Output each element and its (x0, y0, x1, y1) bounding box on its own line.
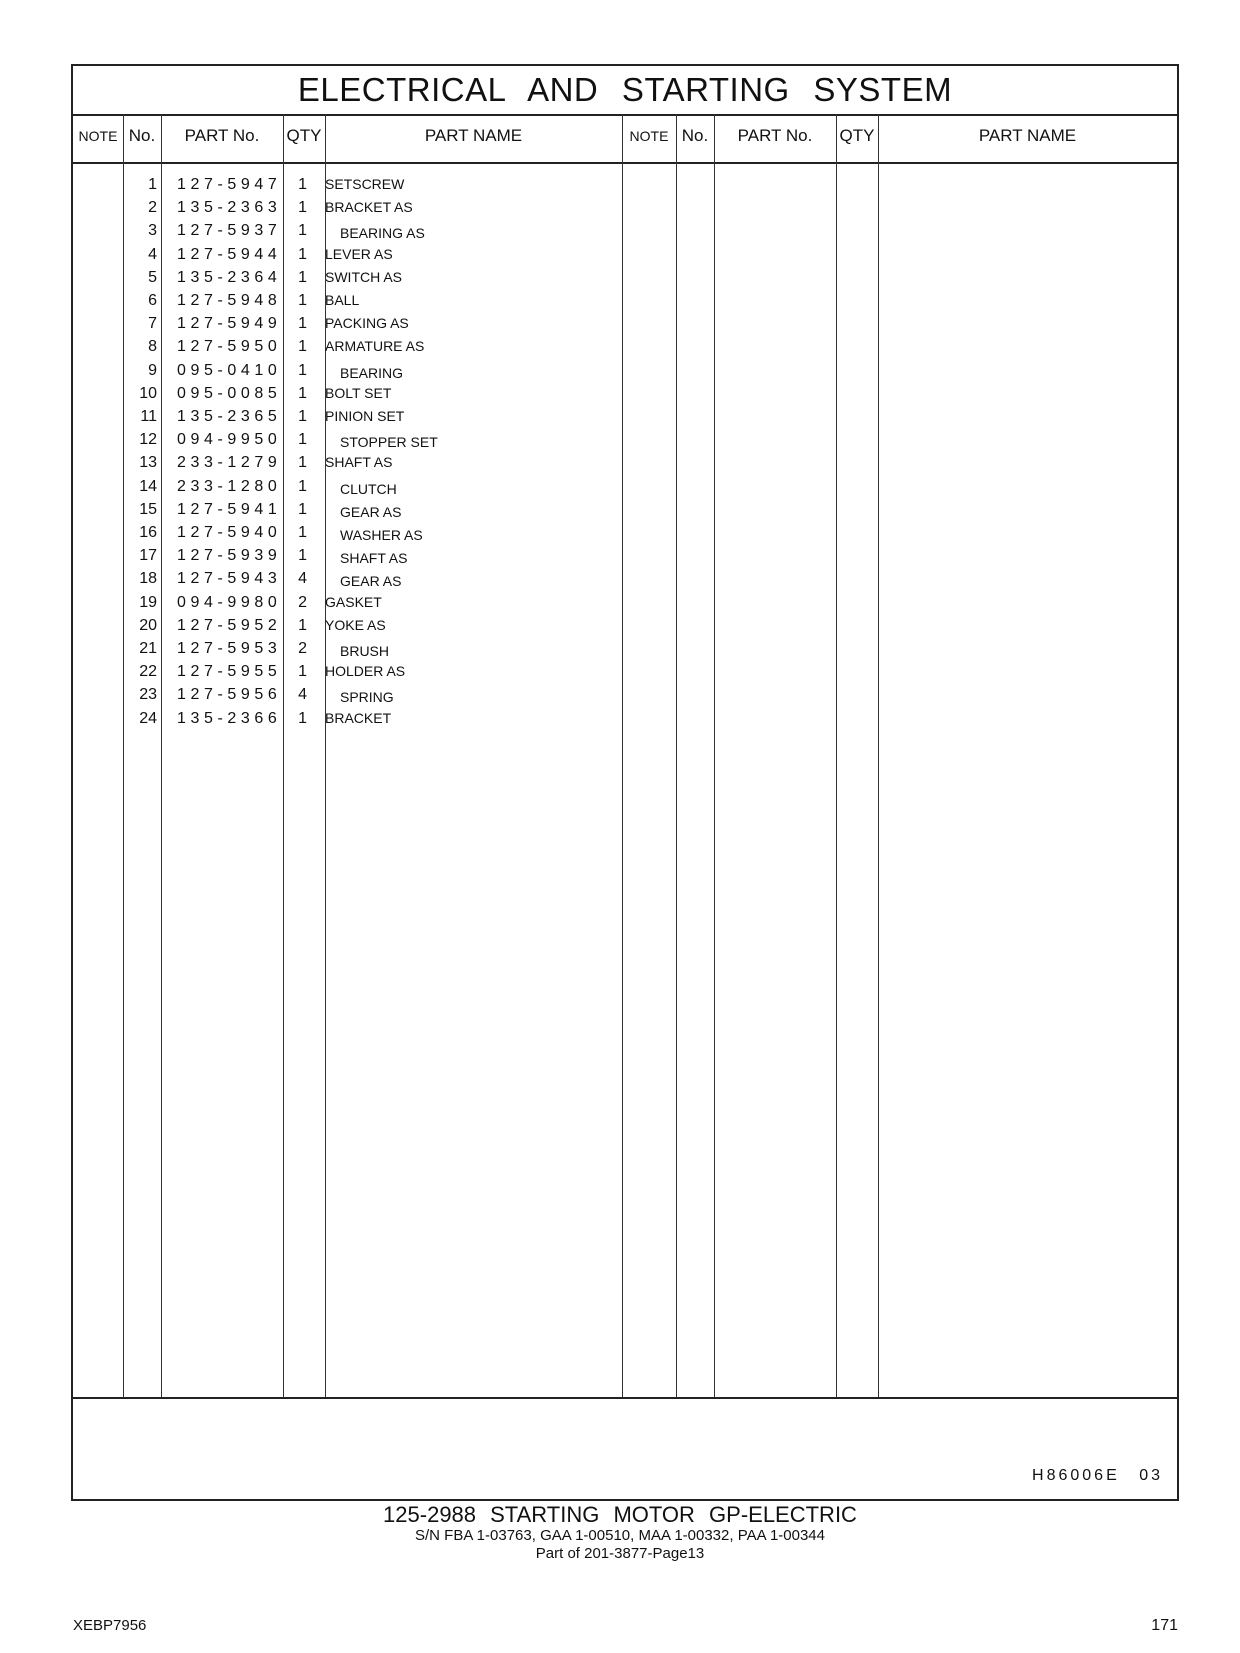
table-row (73, 640, 1177, 663)
item-number: 16 (139, 524, 157, 541)
part-name: GEAR AS (340, 503, 402, 520)
part-name: HOLDER AS (325, 663, 406, 680)
part-name: SWITCH AS (325, 268, 403, 285)
part-name: BRACKET AS (325, 199, 413, 216)
part-number: 127-5940 (177, 524, 282, 541)
table-row (73, 408, 1177, 431)
table-row (73, 385, 1177, 408)
item-number: 15 (139, 500, 157, 518)
part-number: 135-2363 (177, 199, 282, 217)
quantity: 1 (298, 176, 307, 193)
page-title: ELECTRICAL AND STARTING SYSTEM (73, 66, 1177, 116)
table-row (73, 454, 1177, 477)
header-part-name-right: PART NAME (978, 126, 1077, 145)
table-row (73, 617, 1177, 640)
table-row (73, 501, 1177, 524)
quantity: 4 (298, 686, 307, 704)
part-name: GASKET (325, 593, 382, 610)
header-qty-right: QTY (839, 126, 875, 145)
part-number: 127-5952 (177, 616, 282, 634)
quantity: 2 (298, 640, 307, 657)
part-name: PINION SET (325, 408, 405, 424)
item-number: 18 (139, 570, 157, 588)
table-row (73, 222, 1177, 245)
part-number: 094-9950 (177, 431, 282, 449)
header-part-no-left: PART No. (184, 126, 260, 145)
table-row (73, 246, 1177, 269)
table-row (73, 594, 1177, 617)
part-name: BRUSH (340, 643, 390, 659)
quantity: 1 (298, 268, 307, 286)
table-row (73, 315, 1177, 338)
quantity: 1 (298, 477, 307, 495)
item-number: 9 (148, 361, 157, 379)
part-name: ARMATURE AS (325, 338, 425, 355)
table-row (73, 338, 1177, 361)
part-number: 094-9980 (177, 593, 282, 611)
part-number: 127-5939 (177, 547, 282, 565)
quantity: 1 (298, 663, 307, 681)
table-footer-divider (73, 1397, 1177, 1399)
table-row (73, 710, 1177, 733)
quantity: 1 (298, 361, 307, 379)
quantity: 1 (298, 408, 307, 425)
quantity: 1 (298, 338, 307, 356)
table-row (73, 524, 1177, 547)
quantity: 1 (298, 454, 307, 472)
part-name: BALL (325, 292, 360, 308)
item-number: 22 (139, 663, 157, 681)
page-caption (0, 1503, 1240, 1563)
part-number: 127-5937 (177, 222, 282, 240)
table-row (73, 570, 1177, 593)
part-name: SETSCREW (325, 176, 405, 192)
illustration-reference-code: H86006E 03 (1032, 1467, 1163, 1484)
item-number: 12 (139, 431, 157, 449)
item-number: 7 (148, 315, 157, 333)
item-number: 11 (140, 408, 157, 425)
item-number: 23 (139, 686, 157, 704)
quantity: 1 (298, 500, 307, 518)
part-number: 127-5950 (177, 338, 282, 356)
part-name: BEARING AS (340, 225, 425, 242)
part-number: 127-5955 (177, 663, 282, 681)
document-id: XEBP7956 (73, 1617, 147, 1634)
item-number: 5 (148, 268, 157, 286)
item-number: 13 (139, 454, 157, 472)
part-number: 233-1279 (177, 454, 282, 472)
item-number: 8 (148, 338, 157, 356)
table-row (73, 663, 1177, 686)
quantity: 4 (298, 570, 307, 588)
part-number: 127-5944 (177, 245, 282, 263)
caption-serial-numbers: S/N FBA 1-03763, GAA 1-00510, MAA 1-00332, PAA 1-00344 (415, 1527, 825, 1544)
part-number: 127-5947 (177, 176, 282, 193)
quantity: 1 (298, 547, 307, 565)
part-number: 127-5949 (177, 315, 282, 333)
part-number: 127-5953 (177, 640, 282, 657)
quantity: 1 (298, 199, 307, 217)
part-name: SHAFT AS (325, 454, 393, 471)
header-part-name-left: PART NAME (424, 126, 523, 145)
part-name: SHAFT AS (340, 550, 408, 567)
part-number: 135-2366 (177, 709, 282, 727)
part-number: 135-2365 (177, 408, 282, 425)
header-qty-left: QTY (286, 126, 322, 145)
parts-table-frame (71, 64, 1179, 1501)
table-header-row (73, 114, 1177, 164)
table-row (73, 362, 1177, 385)
part-number: 095-0410 (177, 361, 282, 379)
item-number: 6 (148, 292, 157, 309)
item-number: 10 (139, 384, 157, 402)
part-name: LEVER AS (325, 245, 393, 262)
quantity: 1 (298, 431, 307, 449)
table-row (73, 547, 1177, 570)
header-no-right: No. (681, 126, 709, 145)
header-part-no-right: PART No. (737, 126, 813, 145)
part-name: YOKE AS (325, 616, 386, 633)
part-name: STOPPER SET (340, 434, 438, 451)
caption-title: 125-2988 STARTING MOTOR GP-ELECTRIC (383, 1502, 857, 1527)
table-row (73, 269, 1177, 292)
caption-part-of: Part of 201-3877-Page13 (535, 1545, 705, 1562)
part-number: 127-5948 (177, 292, 282, 309)
quantity: 1 (298, 524, 307, 541)
part-name: PACKING AS (325, 315, 409, 332)
item-number: 21 (139, 640, 157, 657)
quantity: 1 (298, 292, 307, 309)
part-number: 127-5941 (177, 500, 282, 518)
item-number: 19 (139, 593, 157, 611)
item-number: 20 (139, 616, 157, 634)
page-number: 171 (1151, 1617, 1178, 1634)
part-name: CLUTCH (340, 480, 397, 497)
header-no-left: No. (128, 126, 156, 145)
item-number: 1 (148, 176, 157, 193)
table-row (73, 478, 1177, 501)
part-number: 095-0085 (177, 384, 282, 402)
quantity: 1 (298, 616, 307, 634)
part-name: BRACKET (325, 709, 392, 726)
item-number: 4 (148, 245, 157, 263)
table-row (73, 199, 1177, 222)
table-row (73, 176, 1177, 199)
table-row (73, 431, 1177, 454)
item-number: 14 (139, 477, 157, 495)
part-name: BOLT SET (325, 384, 392, 401)
quantity: 1 (298, 222, 307, 240)
part-number: 135-2364 (177, 268, 282, 286)
table-row (73, 292, 1177, 315)
item-number: 24 (139, 709, 157, 727)
item-number: 2 (148, 199, 157, 217)
part-name: SPRING (340, 689, 394, 706)
part-number: 127-5956 (177, 686, 282, 704)
quantity: 1 (298, 384, 307, 402)
table-row (73, 686, 1177, 709)
quantity: 2 (298, 593, 307, 611)
quantity: 1 (298, 315, 307, 333)
part-number: 233-1280 (177, 477, 282, 495)
part-name: GEAR AS (340, 573, 402, 590)
quantity: 1 (298, 709, 307, 727)
item-number: 3 (148, 222, 157, 240)
header-note-left: NOTE (78, 128, 118, 144)
part-name: BEARING (340, 364, 404, 381)
header-note-right: NOTE (629, 128, 669, 144)
quantity: 1 (298, 245, 307, 263)
part-name: WASHER AS (340, 527, 423, 543)
item-number: 17 (139, 547, 157, 565)
part-number: 127-5943 (177, 570, 282, 588)
